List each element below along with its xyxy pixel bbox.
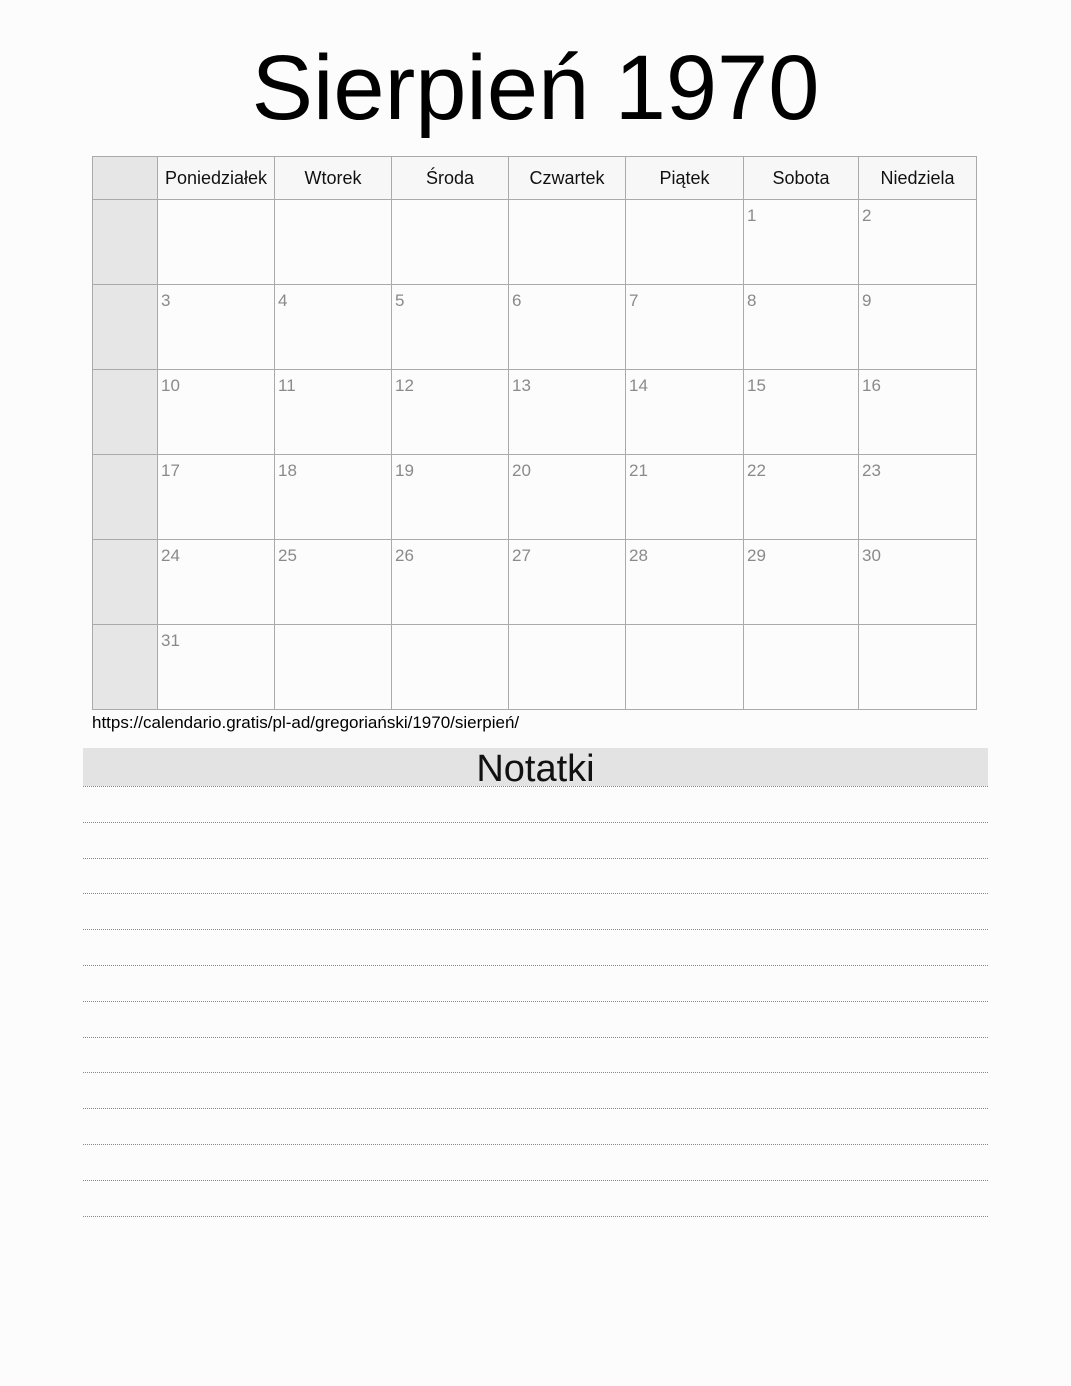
day-number: 20 [512, 461, 531, 480]
day-number: 23 [862, 461, 881, 480]
day-cell [509, 200, 626, 285]
day-number [626, 625, 743, 631]
day-number: 27 [512, 546, 531, 565]
day-cell [859, 540, 977, 625]
day-number: 12 [395, 376, 414, 395]
day-number: 28 [629, 546, 648, 565]
note-line [83, 786, 988, 787]
day-cell [275, 625, 392, 710]
day-cell [626, 370, 744, 455]
day-number: 10 [161, 376, 180, 395]
day-number [859, 625, 976, 631]
week-row [93, 370, 977, 455]
day-cell [626, 285, 744, 370]
day-cell [275, 285, 392, 370]
week-number-cell [93, 200, 158, 285]
day-number [392, 200, 508, 206]
day-cell [158, 200, 275, 285]
weekday-header-row [93, 157, 977, 200]
day-cell [859, 285, 977, 370]
day-number [509, 625, 625, 631]
day-cell [158, 455, 275, 540]
day-cell [392, 625, 509, 710]
day-number: 19 [395, 461, 414, 480]
day-number: 7 [629, 291, 639, 310]
day-number [275, 625, 391, 631]
day-cell [275, 455, 392, 540]
day-number [626, 200, 743, 206]
day-number [158, 200, 274, 206]
note-line [83, 929, 988, 930]
day-number: 22 [747, 461, 766, 480]
day-cell [392, 200, 509, 285]
day-cell [744, 285, 859, 370]
weekday-header: Poniedziałek [158, 157, 275, 200]
day-cell [392, 540, 509, 625]
note-line [83, 1108, 988, 1109]
week-number-header [93, 157, 158, 200]
day-cell [626, 455, 744, 540]
day-cell [744, 370, 859, 455]
day-number: 5 [395, 291, 405, 310]
day-cell [392, 370, 509, 455]
note-line [83, 1180, 988, 1181]
day-cell [859, 455, 977, 540]
day-number: 8 [747, 291, 757, 310]
day-number: 11 [278, 376, 296, 395]
day-number: 25 [278, 546, 297, 565]
day-cell [744, 625, 859, 710]
week-number-cell [93, 455, 158, 540]
day-number: 15 [747, 376, 766, 395]
day-cell [859, 200, 977, 285]
note-line [83, 1144, 988, 1145]
day-cell [158, 285, 275, 370]
note-line [83, 822, 988, 823]
day-cell [509, 285, 626, 370]
note-line [83, 1072, 988, 1073]
day-cell [509, 625, 626, 710]
day-number [744, 625, 858, 631]
day-cell [744, 455, 859, 540]
day-cell [392, 455, 509, 540]
day-cell [859, 370, 977, 455]
day-number: 21 [629, 461, 648, 480]
day-number: 1 [747, 206, 757, 225]
note-line [83, 858, 988, 859]
day-number [275, 200, 391, 206]
day-number: 18 [278, 461, 297, 480]
week-row [93, 455, 977, 540]
day-number: 30 [862, 546, 881, 565]
day-number: 13 [512, 376, 531, 395]
day-number: 31 [161, 631, 180, 650]
day-number: 3 [161, 291, 171, 310]
day-cell [626, 540, 744, 625]
week-number-cell [93, 285, 158, 370]
weekday-header: Środa [392, 157, 509, 200]
note-line [83, 1037, 988, 1038]
day-number [392, 625, 508, 631]
weekday-header: Niedziela [859, 157, 977, 200]
week-row [93, 625, 977, 710]
note-line [83, 1001, 988, 1002]
week-row [93, 285, 977, 370]
day-number: 17 [161, 461, 180, 480]
day-cell [509, 455, 626, 540]
week-number-cell [93, 540, 158, 625]
day-cell [626, 200, 744, 285]
day-cell [275, 200, 392, 285]
day-cell [744, 540, 859, 625]
day-number: 29 [747, 546, 766, 565]
week-number-cell [93, 625, 158, 710]
day-number: 2 [862, 206, 872, 225]
day-number: 9 [862, 291, 872, 310]
day-cell [158, 370, 275, 455]
week-row [93, 200, 977, 285]
day-number: 16 [862, 376, 881, 395]
day-number: 24 [161, 546, 180, 565]
weekday-header: Wtorek [275, 157, 392, 200]
week-number-cell [93, 370, 158, 455]
day-cell [275, 370, 392, 455]
day-cell [509, 370, 626, 455]
note-line [83, 1216, 988, 1217]
day-cell [275, 540, 392, 625]
calendar-grid [92, 156, 977, 710]
day-number: 14 [629, 376, 648, 395]
day-cell [626, 625, 744, 710]
day-cell [158, 625, 275, 710]
day-cell [859, 625, 977, 710]
source-url-link[interactable]: https://calendario.gratis/pl-ad/gregoriański/1970/sierpień/ [92, 713, 520, 732]
day-cell [744, 200, 859, 285]
day-number: 4 [278, 291, 288, 310]
weekday-header: Sobota [744, 157, 859, 200]
weekday-header: Czwartek [509, 157, 626, 200]
day-number: 6 [512, 291, 522, 310]
day-cell [158, 540, 275, 625]
day-cell [509, 540, 626, 625]
week-row [93, 540, 977, 625]
note-line [83, 965, 988, 966]
day-number: 26 [395, 546, 414, 565]
day-cell [392, 285, 509, 370]
notes-header: Notatki [83, 748, 988, 786]
note-line [83, 893, 988, 894]
day-number [509, 200, 625, 206]
weekday-header: Piątek [626, 157, 744, 200]
page-title: Sierpień 1970 [251, 37, 820, 139]
